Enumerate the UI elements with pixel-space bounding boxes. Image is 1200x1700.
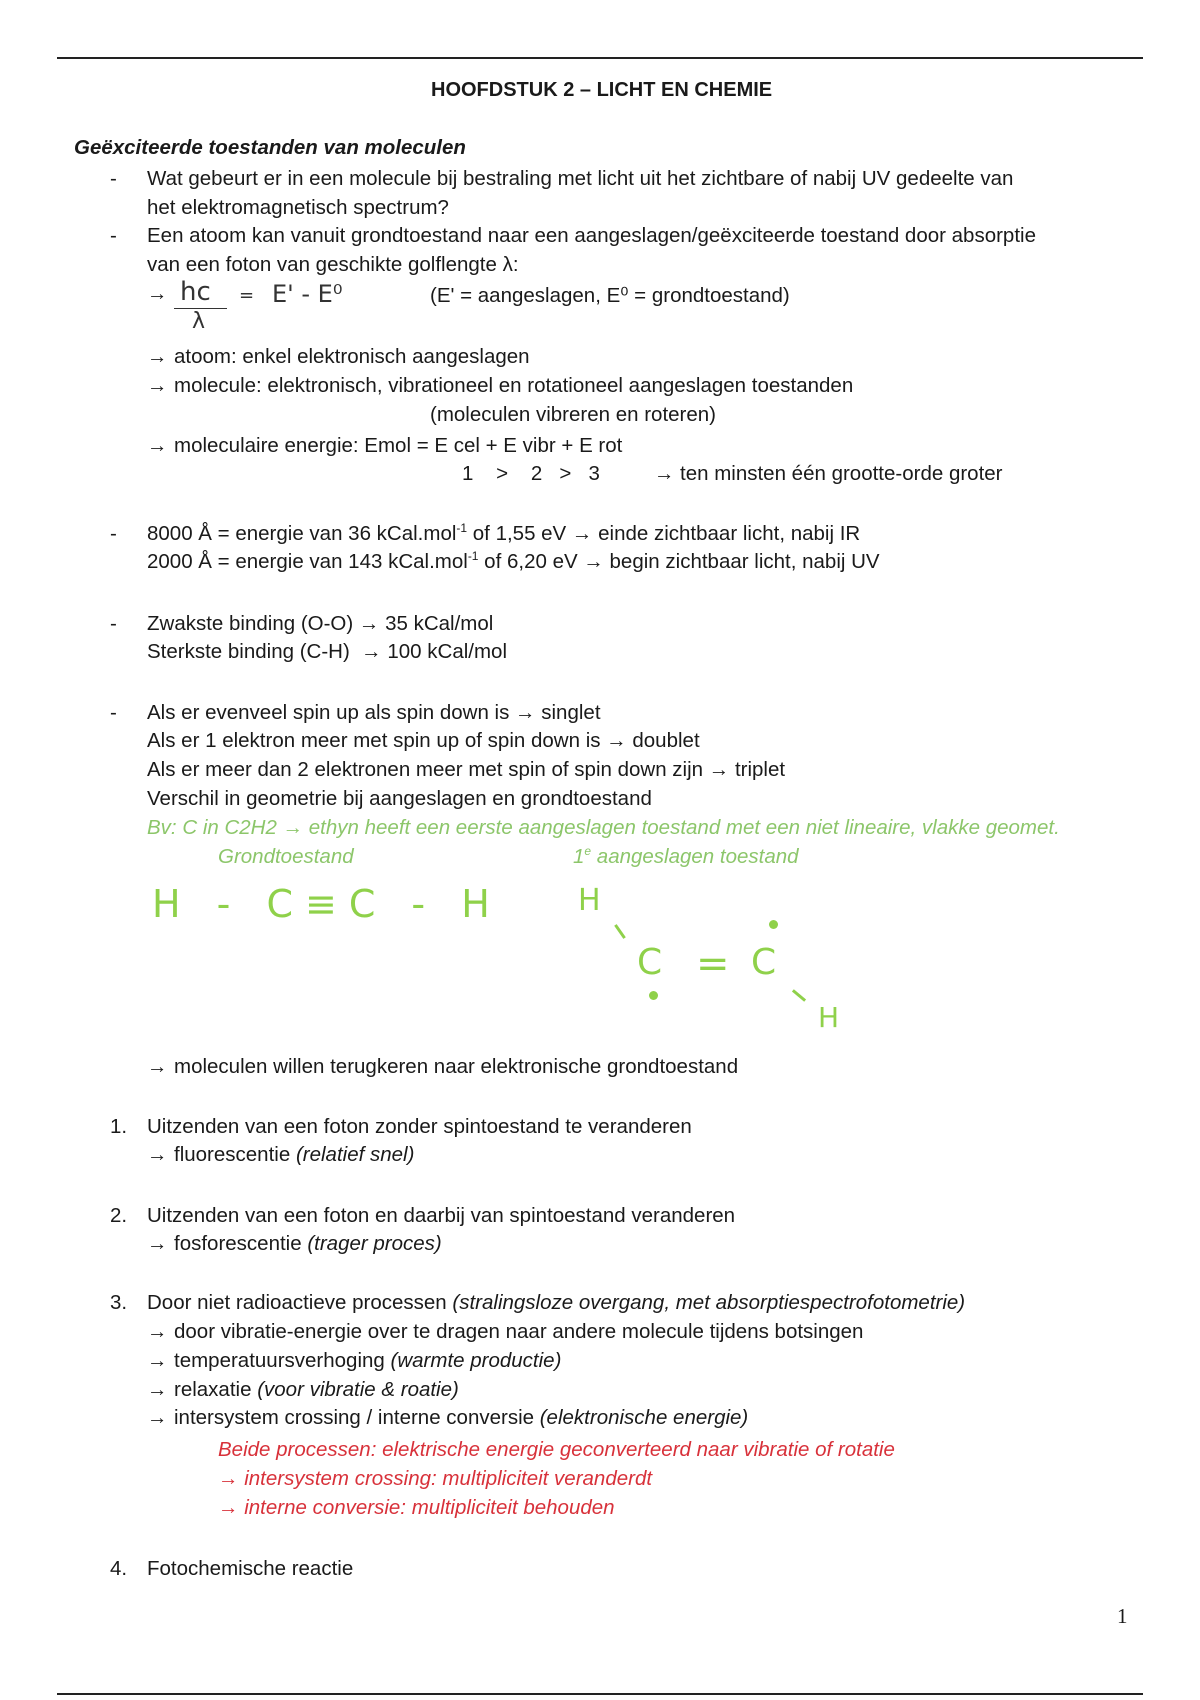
- bent-c-right: C: [751, 942, 777, 983]
- page-number: 1: [1117, 1604, 1128, 1628]
- arrow: →: [147, 1406, 168, 1429]
- bond-line: [614, 924, 626, 939]
- item-2-sub: fosforescentie (trager proces): [174, 1232, 442, 1255]
- bullet-3-line-1: 8000 Å = energie van 36 kCal.mol$^{-1}$ of 1,55 eV → einde zichtbaar licht, nabij IR: [147, 521, 861, 545]
- double-bond: =: [696, 941, 730, 987]
- item-1-sub: fluorescentie (relatief snel): [174, 1143, 415, 1166]
- arrow: →: [147, 1320, 168, 1343]
- bent-h-top: H: [578, 883, 601, 918]
- arrow: →: [147, 1143, 168, 1166]
- arrow: →: [147, 374, 168, 397]
- bullet-marker: -: [110, 522, 117, 545]
- bullet-3-line-2: 2000 Å = energie van 143 kCal.mol$^{-1}$ of 6,20 eV → begin zichtbaar licht, nabij UV: [147, 549, 880, 573]
- item-3-sub-2: temperatuursverhoging (warmte productie): [174, 1349, 562, 1372]
- item-1-text: Uitzenden van een foton zonder spintoestand te veranderen: [147, 1115, 692, 1138]
- molecule-line: molecule: elektronisch, vibrationeel en rotationeel aangeslagen toestanden: [174, 374, 854, 397]
- red-note-2: → intersystem crossing: multipliciteit veranderdt: [218, 1467, 653, 1490]
- bullet-5-line-4: Verschil in geometrie bij aangeslagen en grondtoestand: [147, 787, 652, 810]
- bond-line: [792, 989, 806, 1002]
- formula-legend: (E' = aangeslagen, E⁰ = grondtoestand): [430, 284, 790, 307]
- item-4-text: Fotochemische reactie: [147, 1557, 354, 1580]
- item-3-text: Door niet radioactieve processen (stralingsloze overgang, met absorptiespectrofotometrie): [147, 1291, 966, 1314]
- ground-state-label: Grondtoestand: [218, 845, 354, 868]
- item-number: 1.: [110, 1115, 128, 1138]
- bullet-2-line-1: Een atoom kan vanuit grondtoestand naar een aangeslagen/geëxciteerde toestand door absorptie: [147, 224, 1036, 247]
- section-heading: Geëxciteerde toestanden van moleculen: [74, 136, 466, 159]
- energy-order: 1 > 2 > 3: [462, 462, 600, 485]
- bullet-5-line-1: Als er evenveel spin up als spin down is → singlet: [147, 701, 601, 724]
- bottom-rule: [57, 1693, 1143, 1695]
- linear-ethyne-drawing: H - C≡C - H: [152, 882, 502, 926]
- example-line: Bv: C in C2H2 → ethyn heeft een eerste aangeslagen toestand met een niet lineaire, vlakke geomet.: [147, 816, 1060, 839]
- item-3-sub-4: intersystem crossing / interne conversie (elektronische energie): [174, 1406, 749, 1429]
- formula-rhs: E' - E⁰: [272, 280, 343, 308]
- formula-denominator: λ: [192, 309, 206, 334]
- bent-h-bottom: H: [818, 1001, 840, 1034]
- bullet-marker: -: [110, 167, 117, 190]
- red-note-3: → interne conversie: multipliciteit behouden: [218, 1496, 615, 1519]
- bullet-4-line-1: Zwakste binding (O-O) → 35 kCal/mol: [147, 612, 494, 635]
- lone-pair-dot: [649, 991, 658, 1000]
- excited-state-label: 1e aangeslagen toestand: [573, 844, 799, 868]
- arrow: →: [147, 1349, 168, 1372]
- lone-pair-dot: [769, 920, 778, 929]
- atom-line: atoom: enkel elektronisch aangeslagen: [174, 345, 530, 368]
- arrow: →: [147, 434, 168, 457]
- page-title: HOOFDSTUK 2 – LICHT EN CHEMIE: [431, 79, 773, 101]
- item-number: 2.: [110, 1204, 128, 1227]
- bullet-5-line-2: Als er 1 elektron meer met spin up of spin down is → doublet: [147, 729, 700, 752]
- red-note-1: Beide processen: elektrische energie geconverteerd naar vibratie of rotatie: [218, 1438, 895, 1461]
- molecule-note: (moleculen vibreren en roteren): [430, 403, 716, 426]
- item-2-text: Uitzenden van een foton en daarbij van spintoestand veranderen: [147, 1204, 736, 1227]
- bullet-2-line-2: van een foton van geschikte golflengte λ:: [147, 253, 519, 276]
- formula-equals: =: [239, 285, 255, 306]
- bullet-1-line-2: het elektromagnetisch spectrum?: [147, 196, 449, 219]
- bullet-marker: -: [110, 612, 117, 635]
- energy-order-note: ten minsten één grootte-orde groter: [680, 462, 1003, 485]
- arrow: →: [147, 1378, 168, 1401]
- return-line: moleculen willen terugkeren naar elektronische grondtoestand: [174, 1055, 739, 1078]
- bullet-1-line-1: Wat gebeurt er in een molecule bij bestraling met licht uit het zichtbare of nabij UV gedeelte van: [147, 167, 1014, 190]
- arrow: →: [147, 1232, 168, 1255]
- item-3-sub-1: door vibratie-energie over te dragen naar andere molecule tijdens botsingen: [174, 1320, 864, 1343]
- bullet-marker: -: [110, 701, 117, 724]
- energy-line: moleculaire energie: Emol = E cel + E vibr + E rot: [174, 434, 623, 457]
- arrow: →: [654, 462, 675, 485]
- bullet-marker: -: [110, 224, 117, 247]
- item-3-sub-3: relaxatie (voor vibratie & roatie): [174, 1378, 459, 1401]
- bullet-5-line-3: Als er meer dan 2 elektronen meer met spin of spin down zijn → triplet: [147, 758, 786, 781]
- formula-numerator: hc: [180, 277, 211, 307]
- arrow: →: [147, 345, 168, 368]
- arrow: →: [147, 1055, 168, 1078]
- arrow: →: [147, 282, 168, 305]
- top-rule: [57, 57, 1143, 59]
- item-number: 4.: [110, 1557, 128, 1580]
- bullet-4-line-2: Sterkste binding (C-H) → 100 kCal/mol: [147, 640, 508, 663]
- bent-c-left: C: [637, 942, 663, 983]
- item-number: 3.: [110, 1291, 128, 1314]
